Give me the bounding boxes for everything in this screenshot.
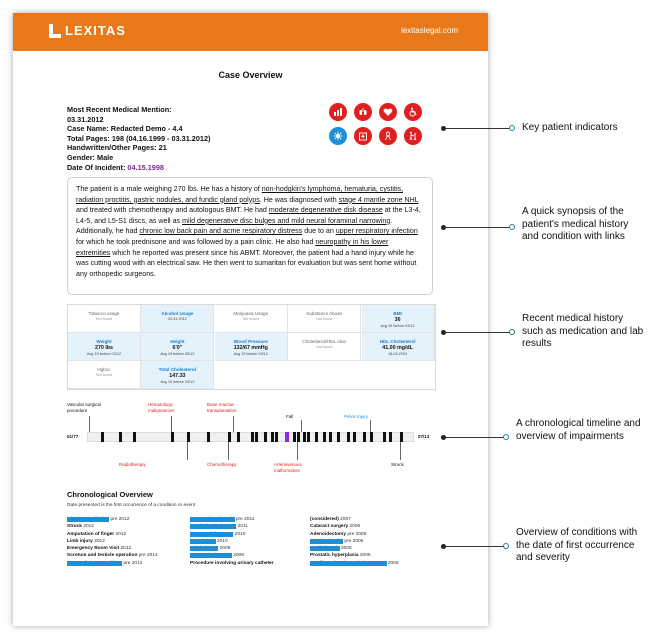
logo-text: LEXITAS [65,23,126,38]
impairment-timeline [67,394,434,484]
timeline-stem [187,442,188,460]
chrono-date: 2012 [94,538,105,544]
chrono-column-2 [190,516,274,567]
history-cell[interactable] [68,361,141,389]
history-cell-label: Substance Abuse [306,311,343,316]
history-cell[interactable] [288,333,361,361]
synopsis-link-disc-bulges[interactable]: mild degenerative disc bulges and mild neural foraminal narrowing [182,216,391,225]
timeline-event-mark[interactable] [228,432,231,442]
chrono-date: pre 2011 [235,517,255,522]
medical-history-grid [67,304,436,390]
chrono-row[interactable] [190,545,274,552]
chrono-date: 2010 [234,531,246,537]
chrono-date: 2006 [349,524,361,530]
wheelchair-icon[interactable] [404,103,422,121]
timeline-label: Chemotherapy [207,462,237,467]
callout-history: Recent medical history such as medication and lab results [522,313,644,349]
chrono-date: 2008 [233,553,244,559]
incident-label: Date Of Incident: [67,162,126,172]
timeline-stem [171,416,172,432]
header-bar [13,13,488,51]
chrono-date: 2012 [115,531,127,537]
timeline-event-mark[interactable] [275,432,278,442]
history-cell-value: 6'0" [172,345,183,351]
chrono-title: Chronological Overview [67,490,153,499]
meta-line-1: Most Recent Medical Mention: [67,105,172,114]
timeline-event-mark[interactable] [400,432,403,442]
history-cell-value: 270 lbs [95,345,113,351]
synopsis-link-back-pain[interactable]: chronic low back pain and acme respiratory distress [139,227,303,236]
callout-dot [509,329,515,335]
chrono-condition[interactable]: Type 2 diabetes mellitus [67,560,123,566]
lexitas-logo[interactable] [49,23,126,38]
chrono-condition[interactable]: Dyslipidemia [310,546,340,552]
chrono-condition[interactable]: Procedure involving urinary catheter [190,560,274,566]
chrono-condition[interactable]: Cataract surgery [310,524,349,530]
chrono-row[interactable] [67,531,158,538]
timeline-label: Radiotherapy [119,462,146,467]
synopsis-link-ddd[interactable]: moderate degenerative disk disease [268,206,383,215]
chrono-subtitle: Date presented is the first occurrence of a condition or event [67,503,196,508]
chrono-condition[interactable]: Pelvic injury [190,546,219,552]
chrono-date: 2009 [219,546,231,552]
chrono-row[interactable] [67,552,158,559]
history-cell-sub: Not found [95,317,113,321]
callout-line [446,546,504,547]
chrono-condition[interactable]: Adenoidectomy [310,531,346,537]
timeline-stem [228,442,229,460]
meta-line-3: Case Name: Redacted Demo - 4.4 [67,124,183,134]
chrono-row[interactable] [190,538,274,545]
chrono-date: 2010 [216,538,228,544]
synopsis-text: and treated with chemotherapy and autologous BMT. He had [76,206,269,215]
chrono-column-1 [67,516,158,567]
timeline-label: Vascular surgical procedure [67,402,101,413]
chrono-condition[interactable]: Amputation of finger [67,531,115,537]
timeline-event-mark[interactable] [271,432,274,442]
timeline-selected-mark[interactable] [285,432,289,442]
history-cell[interactable] [362,305,435,333]
chrono-column-3 [310,516,399,567]
chrono-condition[interactable]: (considered) [310,517,339,522]
timeline-label: Bone marrow transplantation [207,402,237,413]
chrono-condition[interactable]: Blood Transfusion [67,517,110,522]
callout-timeline: A chronological timeline and overview of impairments [516,418,641,442]
synopsis-text: for which he took prednisone and was followed by a pain clinic. He also had [76,237,316,246]
history-cell-sub: 03.31.2012 [167,317,187,321]
chrono-row[interactable] [310,531,399,538]
history-cell-label: Hgb1c [97,367,111,372]
history-cell[interactable] [68,333,141,361]
history-cell-sub: Not found [242,317,260,321]
chrono-row[interactable] [67,545,158,552]
timeline-event-mark[interactable] [363,432,366,442]
callout-chrono: Overview of conditions with the date of first occurrence and severity [516,527,638,563]
timeline-event-mark[interactable] [101,432,104,442]
timeline-start: 01/77 [67,434,79,439]
timeline-event-mark[interactable] [119,432,122,442]
chrono-date: 2012 [120,546,132,552]
history-cell-label: Cholesterol/HDL ratio [302,339,347,344]
timeline-event-mark[interactable] [307,432,310,442]
chrono-date: 2012 [83,524,94,530]
chrono-date: 2005 [340,546,352,552]
timeline-event-mark[interactable] [337,432,340,442]
synopsis-link-nhl[interactable]: stage 4 mantle zone NHL [338,195,419,204]
timeline-event-mark[interactable] [370,432,373,442]
timeline-label: Hematologic malignancies [148,402,175,413]
chrono-condition[interactable]: Burn injury [190,538,216,544]
case-overview-document [13,13,488,626]
chart-icon[interactable] [329,103,347,121]
timeline-stem [297,442,298,460]
history-cell-label: Marijuana Usage [233,311,269,316]
chrono-row[interactable] [190,552,274,559]
chrono-row[interactable] [67,516,158,523]
timeline-stem [400,442,401,460]
timeline-event-mark[interactable] [347,432,350,442]
chrono-date: pre 2012 [138,553,158,559]
history-cell[interactable] [141,361,214,389]
timeline-label: Arteriovenous malformation [274,462,302,473]
lungs-icon[interactable] [354,103,372,121]
callout-line [446,227,510,228]
history-cell-label: HDL Cholesterol [379,339,416,344]
chrono-row[interactable] [310,552,399,559]
synopsis-text: The patient is a male weighing 270 lbs. He has a history of [76,185,262,193]
history-cell[interactable] [215,333,288,361]
chrono-row[interactable] [190,516,274,523]
history-cell-value: 36 [394,317,401,323]
chrono-condition[interactable]: Struck [67,524,82,530]
chrono-condition[interactable]: Prostatic hyperplasia [310,553,359,559]
chrono-row[interactable] [310,560,399,567]
synopsis-link-history[interactable]: non-hodgkin's lymphoma, hematuria, cystitis, radiation proctitis, gastric nodules, and fundic gland polyps [76,185,404,204]
meta-line-2: 03.31.2012 [67,114,104,124]
chrono-condition[interactable]: Emergency Room Visit [67,546,120,552]
chrono-condition[interactable]: Removal Hydrocele [190,517,235,522]
history-cell-label: Weight [96,339,112,344]
timeline-label: Fall [286,414,294,419]
timeline-label: Pelvic injury [344,414,369,419]
chrono-date: 2007 [340,517,351,522]
timeline-event-mark[interactable] [251,432,254,442]
chrono-row[interactable] [190,523,274,530]
synopsis-text: . He was diagnosed with [259,195,339,204]
history-cell[interactable] [141,305,214,333]
history-cell[interactable] [288,305,361,333]
virus-icon[interactable] [329,127,347,145]
chrono-condition[interactable]: Herniorrhaphy [310,538,344,544]
callout-synopsis: A quick synopsis of the patient's medical history and condition with links [522,206,629,242]
chrono-condition[interactable]: Abnormal liver test [190,531,234,537]
timeline-label: Struck [391,462,404,467]
timeline-event-mark[interactable] [315,432,318,442]
heart-icon[interactable] [379,103,397,121]
chrono-condition[interactable]: Swelling of male genital structure [310,560,387,566]
history-cell-sub: Avg 19 before 03/12 [160,352,195,356]
timeline-event-mark[interactable] [323,432,326,442]
page-title: Case Overview [218,70,283,80]
chrono-row[interactable] [310,516,399,523]
chrono-condition[interactable]: Limb injury [67,538,93,544]
timeline-event-mark[interactable] [255,432,258,442]
chrono-row[interactable] [310,523,399,530]
timeline-event-mark[interactable] [383,432,386,442]
history-cell-sub: Not found [315,345,333,349]
history-cell-label: Tobacco usage [88,311,120,316]
timeline-event-mark[interactable] [329,432,332,442]
history-cell[interactable] [362,333,435,361]
meta-line-4: Total Pages: 198 (04.16.1999 - 03.31.2012) [67,133,211,143]
synopsis-text: which he reported was present since his ABMT. Moreover, the patient had a hand injury while he was cutting wood with an electrical saw. He then went to sumaritan for evaluation but was sent home without any orthopedic surgeons. [76,248,417,278]
timeline-event-mark[interactable] [297,432,300,442]
history-cell-label: Blood Pressure [233,339,268,344]
callout-dot [509,125,515,131]
patient-synopsis [67,177,433,295]
timeline-stem [233,416,234,432]
history-cell-sub: Avg 19 before 03/12 [160,380,195,384]
synopsis-text: at the L3-4, L4-5, and L5-S1 discs, as well as [76,206,421,225]
history-cell-label: Alcohol Usage [161,311,194,316]
callout-dot [503,543,509,549]
chrono-row[interactable] [190,531,274,538]
history-cell-label: Height [170,339,185,344]
synopsis-link-uri[interactable]: upper respiratory infection [335,227,418,236]
case-meta [67,105,210,172]
synopsis-text: . Additionally, he had [76,216,393,236]
chrono-condition[interactable]: Scrotum and testicle operation [67,553,138,559]
synopsis-text: due to an [302,227,336,236]
history-cell-label: BMI [393,311,402,316]
history-cell-value: 147.33 [169,373,186,379]
incident-date: 04.15.1998 [127,162,164,172]
chrono-date: 2005 [387,560,399,566]
callout-line [446,437,504,438]
history-cell-sub: Avg 19 before 03/12 [86,352,122,356]
timeline-event-mark[interactable] [133,432,136,442]
timeline-event-mark[interactable] [264,432,267,442]
chrono-row[interactable] [310,538,399,545]
history-cell-value: 41.00 mg/dL [382,345,413,351]
chrono-date: pre 2012 [110,517,130,522]
chrono-row[interactable] [67,560,158,567]
meta-line-7 [67,163,210,173]
callout-line [446,332,510,333]
history-cell-sub: 18.04.2003 [388,352,408,356]
chrono-row[interactable] [67,538,158,545]
timeline-event-mark[interactable] [187,432,190,442]
timeline-event-mark[interactable] [389,432,392,442]
timeline-event-mark[interactable] [237,432,240,442]
history-cell-sub: Not found [315,317,333,321]
chrono-condition[interactable]: Testicular hydrocele [190,524,237,530]
caregiver-icon[interactable] [404,127,422,145]
timeline-stem [89,416,90,432]
history-cell-label: Total Cholesterol [158,367,196,372]
timeline-event-mark[interactable] [293,432,296,442]
chrono-date: 2011 [237,524,248,530]
timeline-end: 07/13 [418,434,430,439]
history-cell[interactable] [215,305,288,333]
chrono-condition[interactable]: Traumatic fracture [190,553,232,559]
history-cell-sub: Avg 19 before 03/12 [233,352,268,356]
chrono-date: pre 2006 [347,531,367,537]
timeline-event-mark[interactable] [353,432,356,442]
site-link[interactable]: lexitaslegal.com [401,26,458,35]
chrono-row[interactable] [310,545,399,552]
hospital-icon[interactable] [354,127,372,145]
callout-dot [509,224,515,230]
meta-line-5: Handwritten/Other Pages: 21 [67,143,167,153]
chrono-row[interactable] [67,523,158,530]
timeline-event-mark[interactable] [303,432,306,442]
callout-indicators: Key patient indicators [522,122,618,133]
timeline-event-mark[interactable] [207,432,210,442]
timeline-stem [301,420,302,432]
timeline-event-mark[interactable] [171,432,174,442]
history-cell-sub: Avg 19 before 03/12 [380,324,415,328]
ribbon-icon[interactable] [379,127,397,145]
chrono-date: 2005 [359,553,371,559]
history-cell[interactable] [68,305,141,333]
chrono-row[interactable] [190,560,274,567]
chrono-date: pre 2006 [344,538,364,544]
lexitas-logo-icon [49,24,61,38]
timeline-stem [370,420,371,432]
history-cell[interactable] [141,333,214,361]
callout-dot [503,434,509,440]
history-cell-sub: Not found [95,373,113,377]
synopsis-link-neuropathy[interactable]: neuropathy in his lower extremities [76,237,389,257]
chrono-date: pre 2012 [123,560,143,566]
callout-line [446,128,510,129]
history-cell-value: 132/67 mmHg [233,345,268,351]
meta-line-6: Gender: Male [67,152,114,162]
